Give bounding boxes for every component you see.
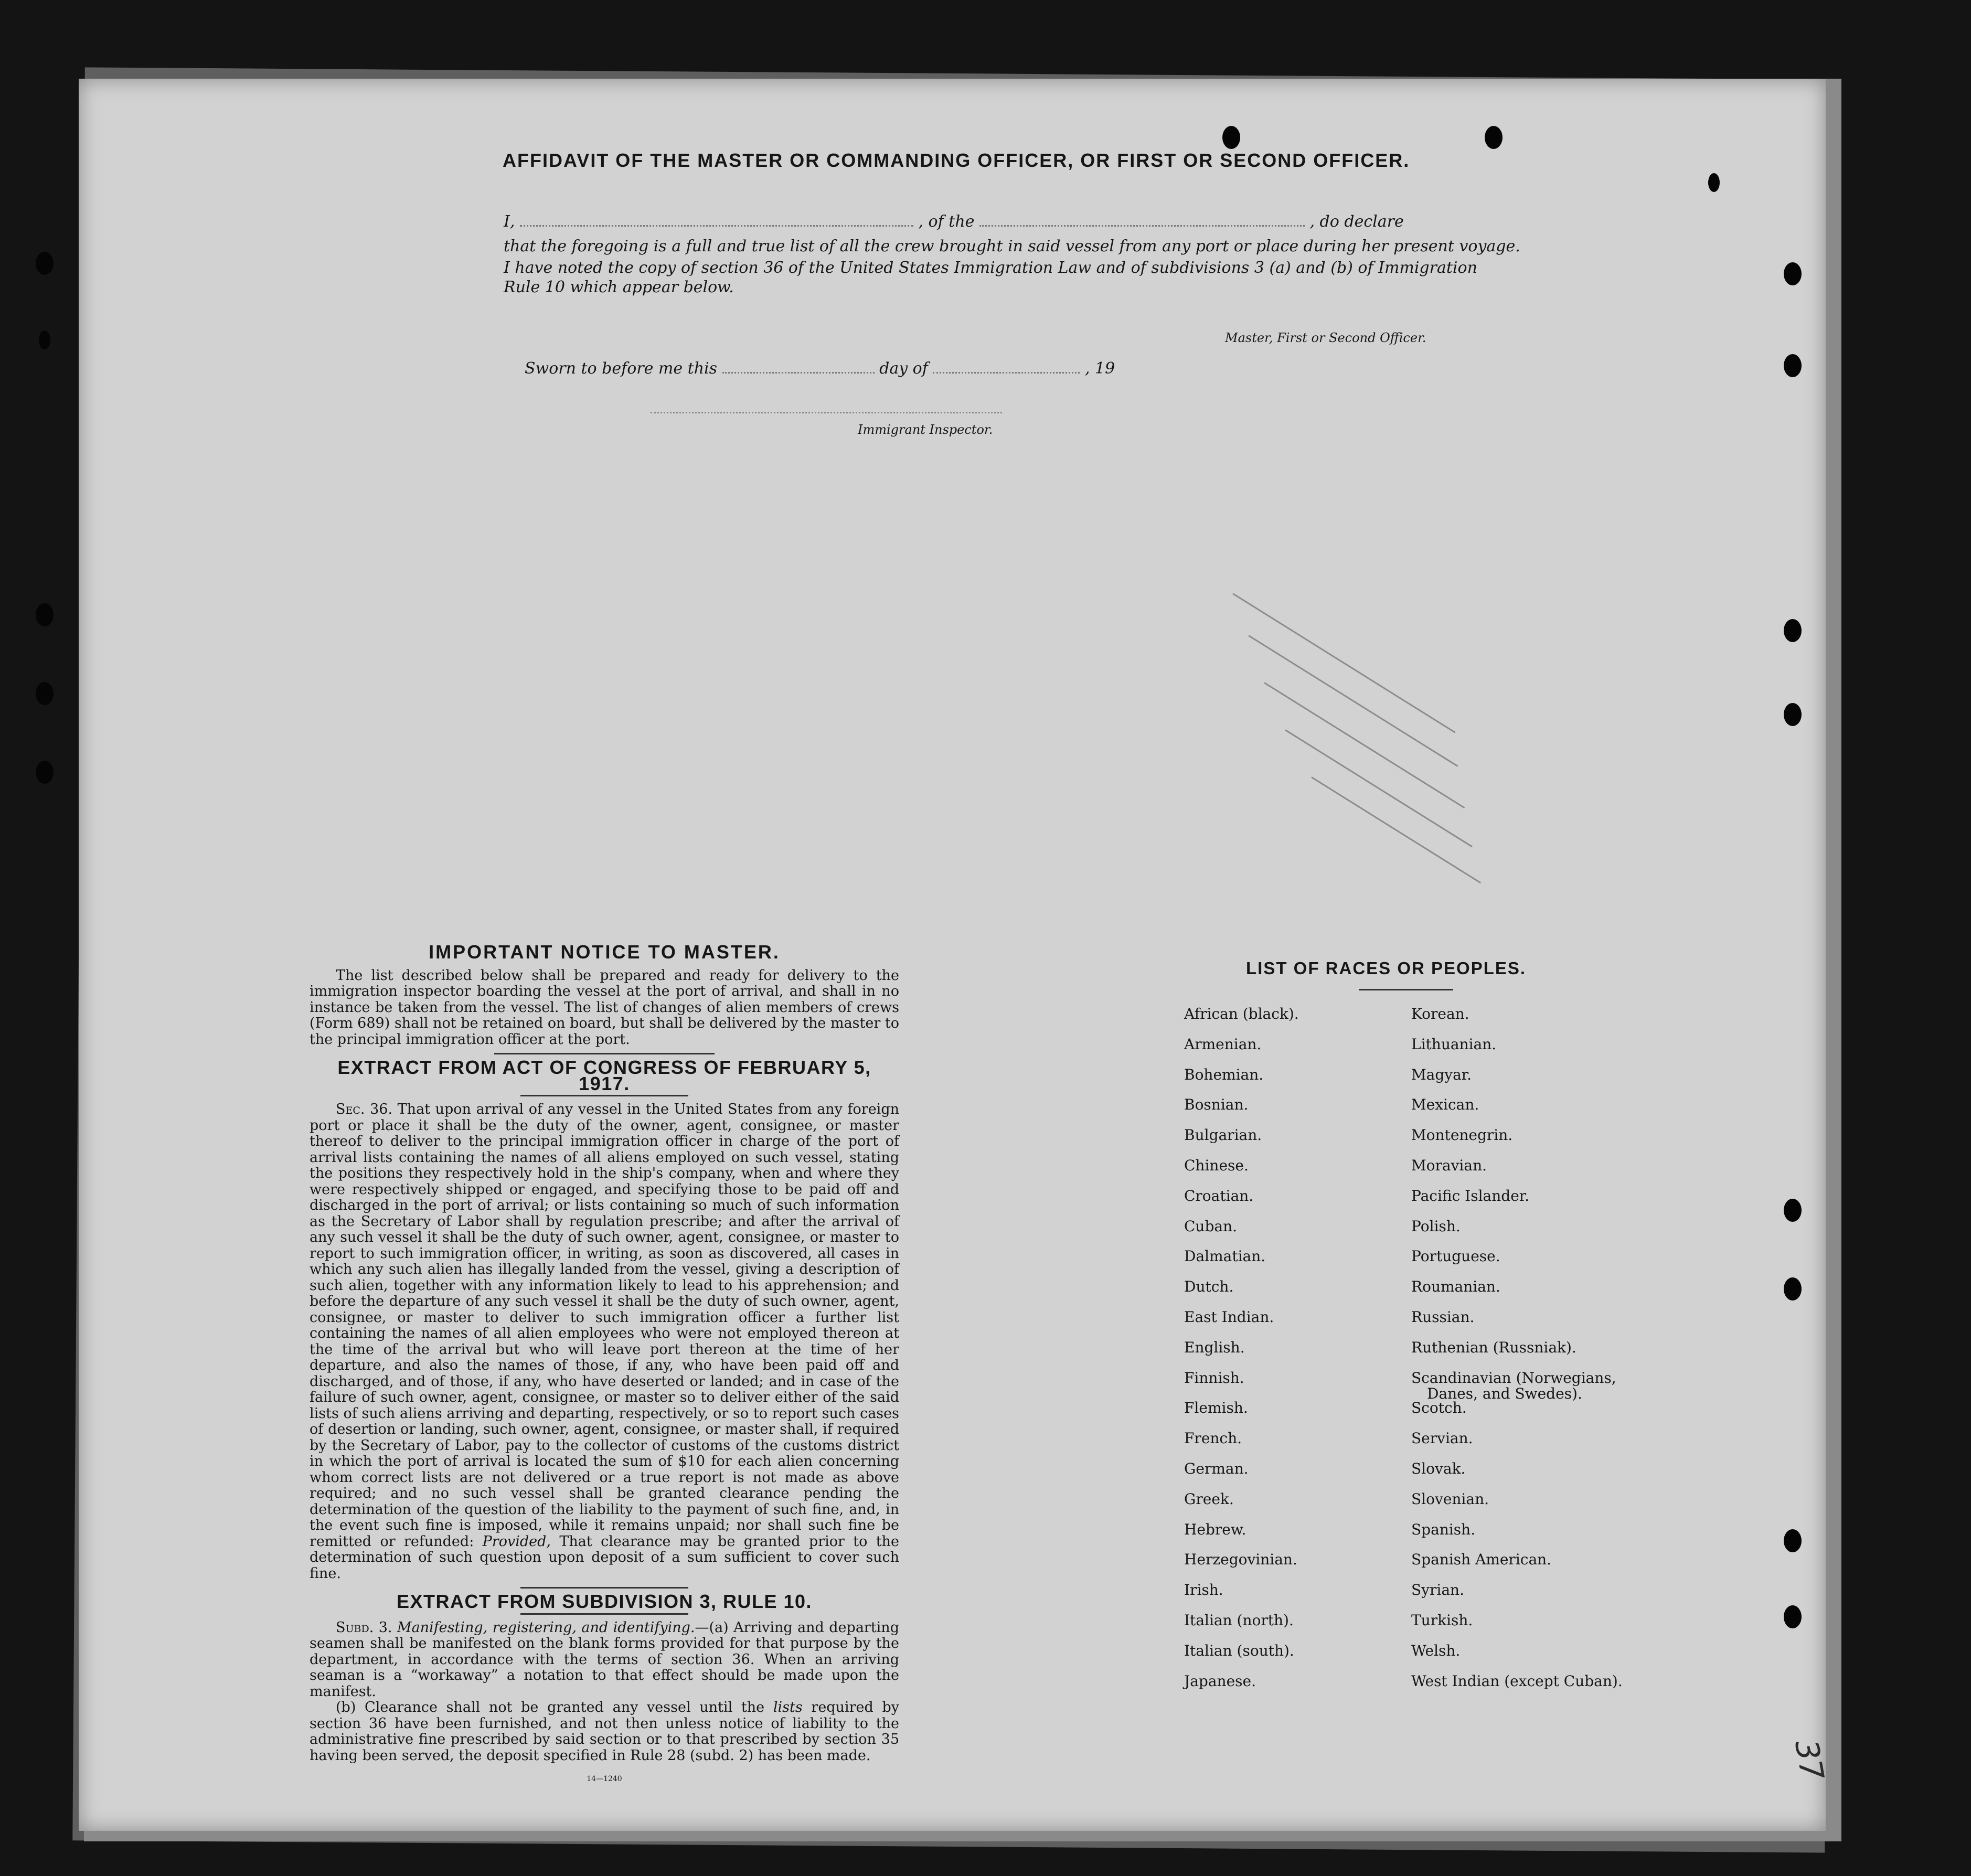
race-item: Bulgarian. xyxy=(1184,1126,1262,1144)
races-right-column xyxy=(1411,1005,1647,1698)
subdivision-b-text-1: (b) Clearance shall not be granted any vessel until the xyxy=(336,1699,765,1715)
race-item: Italian (south). xyxy=(1184,1642,1294,1659)
section-text: That upon arrival of any vessel in the United States from any foreign port or place it shall be the duty of the owner, agent, consignee, or master thereof to deliver to the principal immigration officer in charge of the port of arrival lists containing the names of all aliens employed on such vessel, stating the positions they respectively hold in the ship's company, when and where they were respectively shipped or engaged, and specifying those to be paid off and discharged in the port of arrival; or lists containing so much of such information as the Secretary of Labor shall by regulation prescribe; and after the arrival of any such vessel it shall be the duty of such owner, agent, consignee, or master to report to such immigration officer, in writing, as soon as discovered, all cases in which any such alien has illegally landed from the vessel, giving a description of such alien, together with any information likely to lead to his apprehension; and before the departure of any such vessel it shall be the duty of such owner, agent, consignee, or master to deliver to such immigration officer a further list containing the names of all alien employees who were not employed thereon at the time of the arrival but who will leave port thereon at the time of her departure, and also the names of those, if any, who have been paid off and discharged, and of those, if any, who have deserted or landed; and in case of the failure of such owner, agent, consignee, or master so to deliver either of the said lists of such aliens arriving and departing, respectively, or so to report such cases of desertion or landing, such owner, agent, consignee, or master shall, if required by the Secretary of Labor, pay to the collector of customs of the customs district in which the port of arrival is located the sum of $10 for each alien concerning whom correct lists are not delivered or a true report is not made as above required; and no such vessel shall be granted clearance pending the determination of the question of the liability to the payment of such fine, and, in the event such fine is imposed, while it remains unpaid; nor shall such fine be remitted or refunded: xyxy=(310,1101,899,1550)
race-item: Slovenian. xyxy=(1411,1490,1489,1508)
vessel-blank xyxy=(979,212,1305,227)
race-item: Roumanian. xyxy=(1411,1278,1500,1296)
affidavit-title: AFFIDAVIT OF THE MASTER OR COMMANDING OFFICER, OR FIRST OR SECOND OFFICER. xyxy=(503,150,1410,171)
race-item: West Indian (except Cuban). xyxy=(1411,1672,1623,1690)
race-item: Flemish. xyxy=(1184,1399,1248,1417)
section-text-end: That clearance may be granted prior to the determination of such question upon deposit of a sum sufficient to cover such fine. xyxy=(310,1533,899,1582)
day-of-text: day of xyxy=(879,359,928,378)
race-item: East Indian. xyxy=(1184,1308,1274,1326)
race-item: Croatian. xyxy=(1184,1187,1254,1205)
race-item: Danes, and Swedes). xyxy=(1427,1384,1582,1402)
race-item: Italian (north). xyxy=(1184,1612,1294,1629)
divider xyxy=(520,1095,688,1096)
affidavit-line-2: that the foregoing is a full and true list of all the crew brought in said vessel from any port or place during her present voyage. xyxy=(504,237,1520,255)
punch-hole xyxy=(36,682,54,705)
bleed-through-mark xyxy=(1264,682,1465,808)
affidavit-do-declare: , do declare xyxy=(1309,212,1404,231)
punch-hole xyxy=(36,603,54,626)
divider xyxy=(520,1613,688,1615)
race-item: English. xyxy=(1184,1338,1245,1356)
master-signature-label: Master, First or Second Officer. xyxy=(1225,331,1426,345)
race-item: Servian. xyxy=(1411,1430,1473,1447)
race-item: Japanese. xyxy=(1184,1672,1256,1690)
act-title: EXTRACT FROM ACT OF CONGRESS OF FEBRUARY 5, 1917. xyxy=(337,1057,871,1094)
race-item: Spanish. xyxy=(1411,1520,1476,1538)
notice-text: The list described below shall be prepared and ready for delivery to the immigration inspector boarding the vessel at the port of arrival, and shall in no instance be taken from the vessel. The list of changes of alien members of crews (Form 689) shall not be retained on board, but shall be delivered by the master to the principal immigration officer at the port. xyxy=(310,967,899,1048)
notice-title: IMPORTANT NOTICE TO MASTER. xyxy=(429,941,780,963)
affidavit-line-4: Rule 10 which appear below. xyxy=(504,278,734,296)
race-item: Cuban. xyxy=(1184,1217,1238,1235)
race-item: Finnish. xyxy=(1184,1369,1244,1387)
subdivision-a xyxy=(310,1620,899,1700)
sworn-text: Sworn to before me this xyxy=(525,359,718,378)
race-item: Syrian. xyxy=(1411,1581,1464,1599)
punch-hole xyxy=(1784,1199,1802,1222)
race-item: Slovak. xyxy=(1411,1460,1466,1477)
race-item: Polish. xyxy=(1411,1217,1461,1235)
day-blank xyxy=(722,359,875,374)
subdivision-b-text-2: required by section 36 have been furnished, and not then unless notice of liability to the administrative fine prescribed by said section or to that prescribed by section 35 having been served, the deposit specified in Rule 28 (subd. 2) has been made. xyxy=(310,1699,900,1764)
race-item: Ruthenian (Russniak). xyxy=(1411,1338,1576,1356)
divider xyxy=(520,1587,688,1589)
race-item: Armenian. xyxy=(1184,1035,1262,1053)
race-item: African (black). xyxy=(1184,1005,1299,1022)
punch-hole xyxy=(1485,126,1503,149)
race-item: German. xyxy=(1184,1460,1249,1477)
subdivision-b-lists: lists xyxy=(773,1699,803,1715)
race-item: Portuguese. xyxy=(1411,1248,1500,1265)
month-blank xyxy=(933,359,1080,374)
divider xyxy=(1359,989,1453,990)
year-text: , 19 xyxy=(1084,359,1115,378)
race-item: Hebrew. xyxy=(1184,1520,1246,1538)
race-item: Mexican. xyxy=(1411,1096,1479,1114)
subdivision-heading: Manifesting, registering, and identifying. xyxy=(397,1619,695,1636)
races-left-column xyxy=(1184,1005,1394,1698)
affidavit-i: I, xyxy=(504,212,515,231)
name-blank xyxy=(520,212,913,227)
punch-hole xyxy=(1784,1277,1802,1301)
bleed-through-mark xyxy=(1285,729,1473,847)
punch-hole xyxy=(39,331,50,349)
punch-hole xyxy=(1784,619,1802,642)
punch-hole xyxy=(1784,354,1802,377)
bleed-through-mark xyxy=(1311,776,1481,883)
race-item: Pacific Islander. xyxy=(1411,1187,1529,1205)
punch-hole xyxy=(1784,703,1802,726)
bleed-through-mark xyxy=(1232,593,1456,733)
section-label: Sec. 36. xyxy=(336,1101,393,1117)
sworn-line xyxy=(525,359,1115,378)
divider xyxy=(494,1053,715,1054)
race-item: Dalmatian. xyxy=(1184,1248,1266,1265)
race-item: Russian. xyxy=(1411,1308,1475,1326)
punch-hole xyxy=(1784,262,1802,285)
affidavit-declaration-line xyxy=(504,212,1458,231)
inspector-label: Immigrant Inspector. xyxy=(858,422,993,437)
race-item: French. xyxy=(1184,1430,1242,1447)
race-item: Chinese. xyxy=(1184,1157,1249,1174)
race-item: Herzegovinian. xyxy=(1184,1551,1297,1569)
race-item: Scandinavian (Norwegians, xyxy=(1411,1369,1616,1387)
punch-hole xyxy=(1784,1529,1802,1552)
provided-label: Provided, xyxy=(482,1533,551,1550)
race-item: Welsh. xyxy=(1411,1642,1461,1659)
punch-hole xyxy=(36,761,54,784)
race-item: Greek. xyxy=(1184,1490,1234,1508)
rule-title: EXTRACT FROM SUBDIVISION 3, RULE 10. xyxy=(396,1591,813,1612)
punch-hole xyxy=(1222,126,1240,149)
subdivision-label: Subd. 3. xyxy=(336,1619,392,1636)
punch-hole xyxy=(36,252,54,275)
punch-hole xyxy=(1784,1605,1802,1628)
race-item: Bohemian. xyxy=(1184,1065,1264,1083)
race-item: Montenegrin. xyxy=(1411,1126,1513,1144)
affidavit-line-3: I have noted the copy of section 36 of the United States Immigration Law and of subdivisions 3 (a) and (b) of Immigration xyxy=(504,259,1477,277)
races-title: LIST OF RACES OR PEOPLES. xyxy=(1246,958,1527,978)
affidavit-of-the: , of the xyxy=(918,212,975,231)
subdivision-a-text: —(a) Arriving and departing seamen shall be manifested on the blank forms provided for that purpose by the department, in accordance with the terms of section 36. When an arriving seaman is a “workaway” a notation to that effect should be made upon the manifest. xyxy=(310,1619,899,1700)
race-item: Turkish. xyxy=(1411,1612,1473,1629)
race-item: Scotch. xyxy=(1411,1399,1467,1417)
race-item: Korean. xyxy=(1411,1005,1469,1022)
bleed-through-mark xyxy=(1248,635,1458,767)
page-number: 37 xyxy=(1787,1737,1831,1783)
race-item: Bosnian. xyxy=(1184,1096,1249,1114)
race-item: Irish. xyxy=(1184,1581,1223,1599)
race-item: Spanish American. xyxy=(1411,1551,1552,1569)
subdivision-b xyxy=(310,1700,899,1764)
form-number: 14—1240 xyxy=(587,1775,622,1783)
race-item: Moravian. xyxy=(1411,1157,1487,1174)
race-item: Dutch. xyxy=(1184,1278,1234,1296)
race-item: Lithuanian. xyxy=(1411,1035,1497,1053)
act-section-36 xyxy=(310,1102,899,1582)
legal-notices xyxy=(310,941,900,1787)
punch-hole xyxy=(1708,173,1720,192)
inspector-signature-line xyxy=(651,412,1002,413)
race-item: Magyar. xyxy=(1411,1065,1472,1083)
